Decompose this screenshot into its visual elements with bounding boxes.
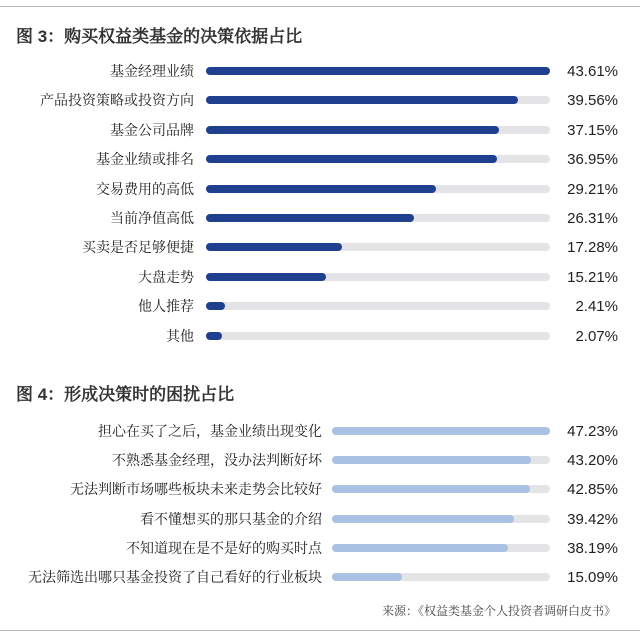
bar-track [206,302,550,310]
bar [206,155,497,163]
category-label: 基金业绩或排名 [96,151,194,168]
bar-track [206,155,550,163]
category-label: 基金公司品牌 [110,121,194,138]
value-label: 26.31% [567,210,618,227]
top-rule [0,6,640,7]
bar-row [0,563,640,592]
value-label: 2.07% [575,327,618,345]
bar-row [0,86,640,115]
bar-track [332,544,550,552]
bar-track [206,273,550,281]
value-label: 42.85% [567,481,618,499]
category-label: 不知道现在是不是好的购买时点 [126,539,322,556]
bar [332,456,531,464]
bar-row [0,233,640,262]
bar-row [0,175,640,204]
category-label: 不熟悉基金经理，没办法判断好坏 [112,452,322,469]
category-label: 交易费用的高低 [96,180,194,197]
bar-row [0,322,640,351]
value-label: 15.09% [567,569,618,586]
category-label: 无法筛选出哪只基金投资了自己看好的行业板块 [28,569,322,585]
bar [206,96,518,104]
bar [206,67,550,75]
bar-row [0,145,640,174]
value-label: 43.61% [567,63,618,80]
bar [332,427,550,435]
bar [206,332,222,340]
category-label: 买卖是否足够便捷 [82,239,194,256]
value-label: 43.20% [567,452,618,470]
bar [206,126,499,134]
bar-track [332,427,550,435]
chart1-title: 图 3：购买权益类基金的决策依据占比 [16,27,303,46]
bar [332,573,402,581]
bar-track [206,185,550,193]
bar-track [206,214,550,222]
chart2-title: 图 4：形成决策时的困扰占比 [16,385,235,404]
value-label: 36.95% [567,151,618,169]
bar-row [0,57,640,86]
value-label: 37.15% [567,121,618,139]
value-label: 39.42% [567,510,618,528]
category-label: 当前净值高低 [110,210,194,226]
value-label: 39.56% [567,92,618,110]
bar [332,515,514,523]
bar-track [206,67,550,75]
source-note: 来源：《权益类基金个人投资者调研白皮书》 [381,604,616,618]
bar [332,485,530,493]
bar-track [206,332,550,340]
value-label: 29.21% [567,180,618,198]
bar-row [0,446,640,475]
bar-track [332,515,550,523]
category-label: 其他 [166,327,194,344]
bar-row [0,263,640,292]
bar-row [0,505,640,534]
bar-track [332,485,550,493]
value-label: 38.19% [567,539,618,557]
bar-row [0,475,640,504]
bar-track [332,573,550,581]
category-label: 担心在买了之后，基金业绩出现变化 [98,423,322,439]
bottom-rule [0,630,640,631]
bar-row [0,417,640,446]
bar-row [0,116,640,145]
bar [206,214,414,222]
value-label: 15.21% [567,268,618,286]
bar [332,544,508,552]
value-label: 2.41% [575,298,618,316]
category-label: 产品投资策略或投资方向 [40,92,194,109]
bar-track [332,456,550,464]
bar-row [0,292,640,321]
bar [206,302,225,310]
bar-track [206,96,550,104]
bar [206,243,342,251]
bar-row [0,534,640,563]
category-label: 基金经理业绩 [110,63,194,79]
category-label: 大盘走势 [138,268,194,285]
category-label: 他人推荐 [138,298,194,315]
category-label: 看不懂想买的那只基金的介绍 [140,510,322,527]
category-label: 无法判断市场哪些板块未来走势会比较好 [70,481,322,498]
bar [206,273,326,281]
value-label: 17.28% [567,239,618,257]
bar-track [206,126,550,134]
bar-track [206,243,550,251]
value-label: 47.23% [567,423,618,440]
bar-row [0,204,640,233]
bar [206,185,436,193]
